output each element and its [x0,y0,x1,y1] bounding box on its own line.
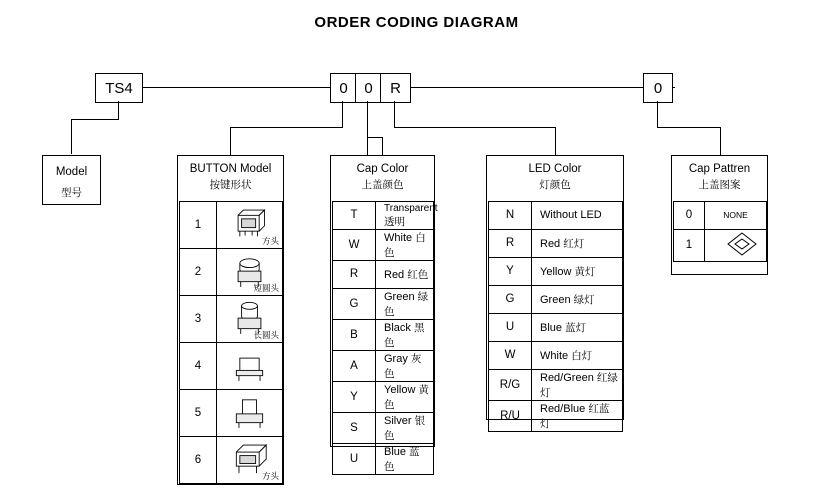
button-model-image [217,389,283,436]
cap-color-table [332,201,438,475]
cap-pattern-table [673,201,767,262]
table-row [333,288,434,319]
led-color-value [532,257,623,285]
table-row [180,389,283,436]
led-color-value-en: Red/Green [540,371,594,384]
table-row [180,295,283,342]
diamond-pattern-icon [709,230,775,258]
led-color-value-cn: 黄灯 [574,265,596,278]
table-row [333,229,434,260]
cap-color-value-en: Gray [384,352,408,365]
model-connector-v2 [71,119,72,154]
code-digit-1-box: 0 [330,73,357,103]
cap-color-connector-h [367,137,382,138]
table-row [674,229,767,261]
button-model-note: 短圆头 [253,282,279,293]
cap-color-key: S [333,412,376,443]
button-model-image [217,201,283,248]
table-row [333,201,434,229]
cap-color-value-cn: 透明 [384,215,405,228]
table-row [674,201,767,229]
cap-color-value-cn: 蓝色 [384,445,420,473]
button-model-label-cn: 按键形状 [209,178,252,191]
cap-color-value [376,201,438,229]
cap-color-value-en: Yellow [384,383,416,396]
led-color-key: R [489,229,532,257]
led-connector-v2 [555,127,556,155]
table-row [333,319,434,350]
cap-color-connector-v [367,101,368,155]
led-color-value-cn: 白灯 [571,349,593,362]
table-row [489,229,623,257]
cap-color-key: Y [333,381,376,412]
led-color-key: W [489,341,532,369]
button-connector-h [230,127,343,128]
button-model-key: 5 [180,389,217,436]
cap-color-value-en: Green [384,290,415,303]
table-row [489,369,623,400]
table-row [333,260,434,288]
led-color-value [532,369,623,400]
led-color-value-cn: 绿灯 [573,293,595,306]
led-color-label-en: LED Color [528,163,582,175]
cap-pattern-key: 0 [674,201,705,229]
cap-color-key: W [333,229,376,260]
led-color-value-cn: 红灯 [563,237,585,250]
cap-color-value-cn: 灰色 [384,352,422,380]
button-model-table [179,201,283,484]
cap-color-value-en: Blue [384,445,407,458]
button-connector-v2 [230,127,231,155]
table-row [489,201,623,229]
cap-color-value-en: Black [384,321,411,334]
cap-color-value-cn: 红色 [407,268,429,281]
cap-color-value [376,260,434,288]
led-color-label-cn: 灯颜色 [539,178,571,191]
led-color-value-en: Blue [540,321,563,334]
model-connector-h [71,119,119,120]
cap-color-value-cn: 黑色 [384,321,425,349]
cap-color-value-cn: 绿色 [384,290,429,318]
cap-color-key: G [333,288,376,319]
cap-pattern-value [705,229,767,261]
button-model-box [177,155,284,485]
table-row [489,313,623,341]
button-model-note: 方头 [261,470,279,481]
code-series-box: TS4 [95,73,143,103]
led-color-key: U [489,313,532,341]
cap-pattern-key: 1 [674,229,705,261]
led-color-key: R/U [489,400,532,431]
table-row [180,201,283,248]
cap-color-value-en: Silver [384,414,412,427]
cap-color-key: A [333,350,376,381]
table-row [489,400,623,431]
led-color-table [488,201,623,432]
cap-color-value [376,350,434,381]
cap-color-value-en: Transparent [384,202,438,214]
cap-pattern-box [671,155,768,275]
led-color-value [532,229,623,257]
led-color-value-cn: 红蓝灯 [540,402,610,430]
led-color-value-en: White [540,349,569,362]
cap-color-key: B [333,319,376,350]
table-row [489,257,623,285]
cap-color-key: R [333,260,376,288]
cap-color-value [376,443,434,474]
cap-pattern-value: NONE [705,201,767,229]
cap-pattern-connector-h [657,127,720,128]
table-row [333,350,434,381]
flat-cap-button-icon [217,343,282,389]
cap-color-value [376,288,434,319]
table-row [180,436,283,483]
button-model-note: 长圆头 [253,329,279,340]
page-title: ORDER CODING DIAGRAM [314,14,519,31]
led-color-key: N [489,201,532,229]
cap-color-key: U [333,443,376,474]
cap-color-value [376,319,434,350]
table-row [489,341,623,369]
code-digit-4-box: 0 [643,73,673,103]
led-color-value [532,313,623,341]
cap-color-label-en: Cap Color [356,163,409,175]
led-color-box [486,155,624,430]
table-row [333,443,434,474]
cap-color-label-cn: 上盖颜色 [361,178,404,191]
cap-color-value-cn: 白色 [384,231,426,259]
led-color-value [532,400,623,431]
model-box [42,155,101,205]
cap-color-connector-v2 [382,137,383,155]
model-connector-v1 [118,101,119,119]
led-color-value-en: Red/Blue [540,402,586,415]
table-row [489,285,623,313]
table-row [180,248,283,295]
led-color-value [532,285,623,313]
cap-pattern-label-en: Cap Pattren [688,163,751,175]
cap-pattern-connector-v1 [657,101,658,127]
button-model-key: 2 [180,248,217,295]
led-color-value-en: Green [540,293,571,306]
button-model-image [217,248,283,295]
button-model-image [217,295,283,342]
cap-color-value [376,229,434,260]
led-color-key: G [489,285,532,313]
led-connector-h [394,127,555,128]
tall-cap-button-icon [217,390,282,436]
table-row [333,412,434,443]
cap-color-value-en: White [384,231,413,244]
model-label-en: Model [55,166,88,178]
button-model-image [217,342,283,389]
cap-color-value [376,412,434,443]
cap-color-box [330,155,438,473]
button-model-key: 6 [180,436,217,483]
led-color-value-en: Yellow [540,265,572,278]
led-color-value-cn: 蓝灯 [565,321,587,334]
cap-color-value-cn: 黄色 [384,383,429,411]
cap-pattern-label-cn: 上盖图案 [698,178,741,191]
button-model-key: 4 [180,342,217,389]
led-color-value-en: Without LED [540,209,602,222]
cap-color-value-en: Red [384,268,405,281]
led-color-key: R/G [489,369,532,400]
led-color-value-cn: 红绿灯 [540,371,618,399]
cap-pattern-connector-v2 [720,127,721,155]
button-model-key: 1 [180,201,217,248]
led-color-key: Y [489,257,532,285]
led-color-value [532,201,623,229]
cap-color-value [376,381,434,412]
code-digit-3-box: R [380,73,411,103]
led-color-value [532,341,623,369]
button-connector-v1 [342,101,343,127]
table-row [333,381,434,412]
cap-color-key: T [333,201,376,229]
button-model-key: 3 [180,295,217,342]
led-color-value-en: Red [540,237,561,250]
model-label-cn: 型号 [61,186,82,199]
button-model-note: 方头 [261,235,279,246]
led-connector-v1 [394,101,395,127]
button-model-image [217,436,283,483]
code-digit-2-box: 0 [355,73,382,103]
cap-color-value-cn: 银色 [384,414,426,442]
button-model-label-en: BUTTON Model [189,163,272,175]
table-row [180,342,283,389]
